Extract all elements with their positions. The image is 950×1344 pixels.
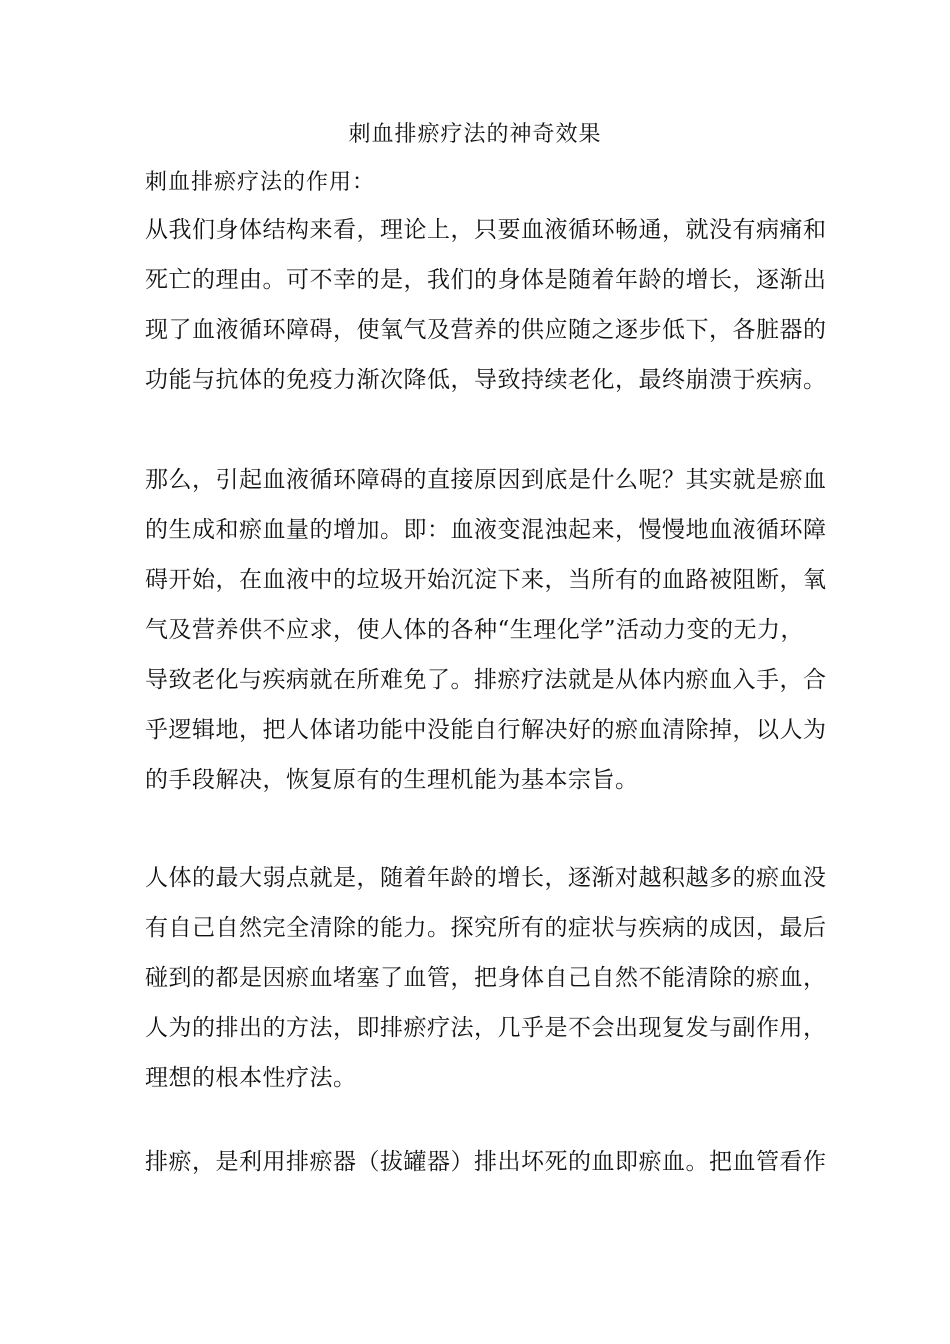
paragraph bbox=[145, 205, 827, 405]
text-line: 导致老化与疾病就在所难免了。排瘀疗法就是从体内瘀血入手，合 bbox=[145, 667, 827, 693]
text-line: 理想的根本性疗法。 bbox=[145, 1065, 357, 1091]
text-line: 现了血液循环障碍，使氧气及营养的供应随之逐步低下，各脏器的 bbox=[145, 317, 827, 343]
text-line: 的手段解决，恢复原有的生理机能为基本宗旨。 bbox=[145, 767, 639, 793]
text-line: 碰到的都是因瘀血堵塞了血管，把身体自己自然不能清除的瘀血， bbox=[145, 965, 827, 991]
text-line: 从我们身体结构来看，理论上，只要血液循环畅通，就没有病痛和 bbox=[145, 217, 827, 243]
paragraph bbox=[145, 455, 827, 805]
text-line: 排瘀，是利用排瘀器（拔罐器）排出坏死的血即瘀血。把血管看作 bbox=[145, 1149, 827, 1175]
text-line: 功能与抗体的免疫力渐次降低，导致持续老化，最终崩溃于疾病。 bbox=[145, 367, 827, 393]
text-line: 的生成和瘀血量的增加。即：血液变混浊起来，慢慢地血液循环障 bbox=[145, 517, 827, 543]
text-line: 乎逻辑地，把人体诸功能中没能自行解决好的瘀血清除掉，以人为 bbox=[145, 717, 827, 743]
paragraph bbox=[145, 1137, 827, 1187]
text-line: 碍开始，在血液中的垃圾开始沉淀下来，当所有的血路被阻断，氧 bbox=[145, 567, 827, 593]
document-title: 刺血排瘀疗法的神奇效果 bbox=[348, 122, 602, 147]
text-line: 人体的最大弱点就是，随着年龄的增长，逐渐对越积越多的瘀血没 bbox=[145, 865, 827, 891]
text-line: 气及营养供不应求，使人体的各种“生理化学”活动力变的无力， bbox=[145, 617, 805, 643]
text-line: 死亡的理由。可不幸的是，我们的身体是随着年龄的增长，逐渐出 bbox=[145, 267, 827, 293]
paragraph bbox=[145, 853, 827, 1103]
section-heading: 刺血排瘀疗法的作用： bbox=[145, 170, 376, 195]
text-line: 人为的排出的方法，即排瘀疗法，几乎是不会出现复发与副作用， bbox=[145, 1015, 827, 1041]
text-line: 有自己自然完全清除的能力。探究所有的症状与疾病的成因，最后 bbox=[145, 915, 827, 941]
text-line: 那么，引起血液循环障碍的直接原因到底是什么呢？其实就是瘀血 bbox=[145, 467, 827, 493]
